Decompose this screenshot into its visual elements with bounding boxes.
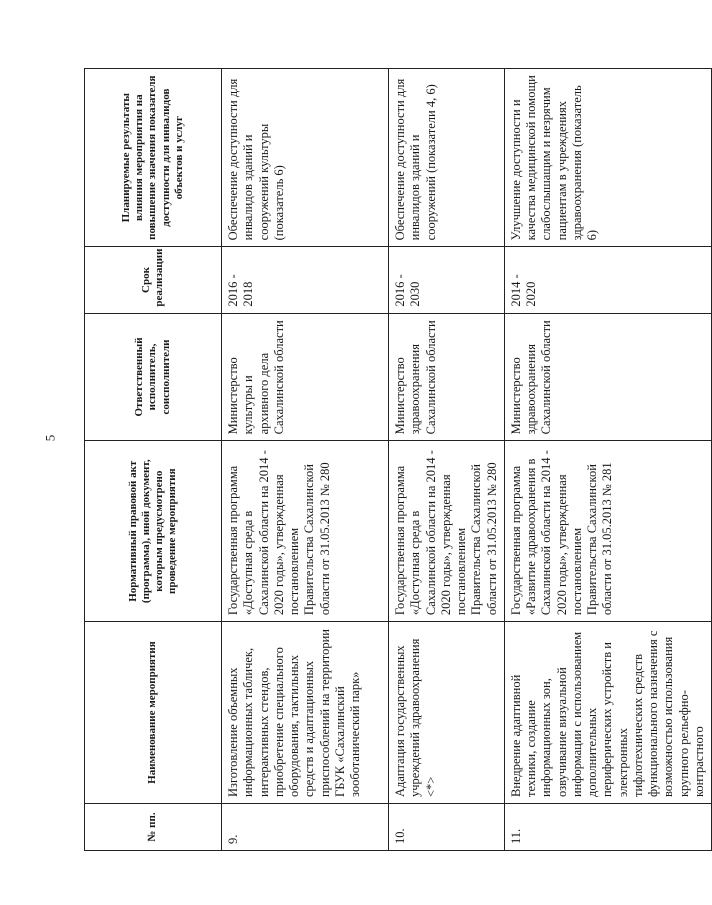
measures-table [84,68,712,851]
row-term: 2014 - 2020 [504,247,711,313]
table-row [222,69,389,851]
row-measure-name: Внедрение адаптивной техники, создание информационных зон, озвучивание визуальной информации с использованием дополнительных периферических устройств и электронных тифлотехнических средств функционального назначения с возможностью использования крупного рельефно-контрастного [504,622,711,804]
row-measure-name: Изготовление объемных информационных табличек, интерактивных стендов, приобретение специального оборудования, тактильных средств и адаптационных приспособлений на территории ГБУК «Сахалинский зооботанический парк» [222,622,389,804]
row-result: Обеспечение доступности для инвалидов зданий и сооружений культуры (показатель 6) [222,69,389,247]
row-measure-name: Адаптация государственных учреждений здравоохранения <*> [389,622,505,804]
table-row [504,69,711,851]
row-number: 10. [389,804,505,851]
row-executor: Министерство культуры и архивного дела Сахалинской области [222,313,389,441]
rotated-table-wrapper [84,68,706,851]
page-number [40,418,60,458]
row-legal-act: Государственная программа «Доступная среда в Сахалинской области на 2014 - 2020 годы», утвержденная постановлением Правительства Сахалинской области от 31.05.2013 № 280 [222,441,389,622]
row-result: Улучшение доступности и качества медицинской помощи слабослышащим и незрячим пациентам в учреждениях здравоохранения (показатель 6) [504,69,711,247]
table-row [389,69,505,851]
document-page [84,68,706,851]
row-executor: Министерство здравоохранения Сахалинской области [504,313,711,441]
table-header-row [85,69,222,851]
row-legal-act: Государственная программа «Доступная среда в Сахалинской области на 2014 - 2020 годы», утвержденная постановлением Правительства Сахалинской области от 31.05.2013 № 280 [389,441,505,622]
row-legal-act: Государственная программа «Развитие здравоохранения в Сахалинской области на 2014 - 2020 годы», утвержденная постановлением Правительства Сахалинской области от 31.05.2013 № 281 [504,441,711,622]
header-legal-act: Нормативный правовой акт (программа), иной документ, которым предусмотрено проведение мероприятия [85,441,222,622]
row-number: 9. [222,804,389,851]
row-term: 2016 - 2030 [389,247,505,313]
header-executor: Ответственный исполнитель, соисполнители [85,313,222,441]
row-result: Обеспечение доступности для инвалидов зданий и сооружений (показатели 4, 6) [389,69,505,247]
row-executor: Министерство здравоохранения Сахалинской области [389,313,505,441]
row-term: 2016 - 2018 [222,247,389,313]
page-number-text: 5 [42,434,57,442]
header-measure-name: Наименование мероприятия [85,622,222,804]
header-number: № пп. [85,804,222,851]
header-term: Срок реализации [85,247,222,313]
row-number: 11. [504,804,711,851]
header-result: Планируемые результаты влияния мероприятия на повышение значения показателя доступности для инвалидов объектов и услуг [85,69,222,247]
